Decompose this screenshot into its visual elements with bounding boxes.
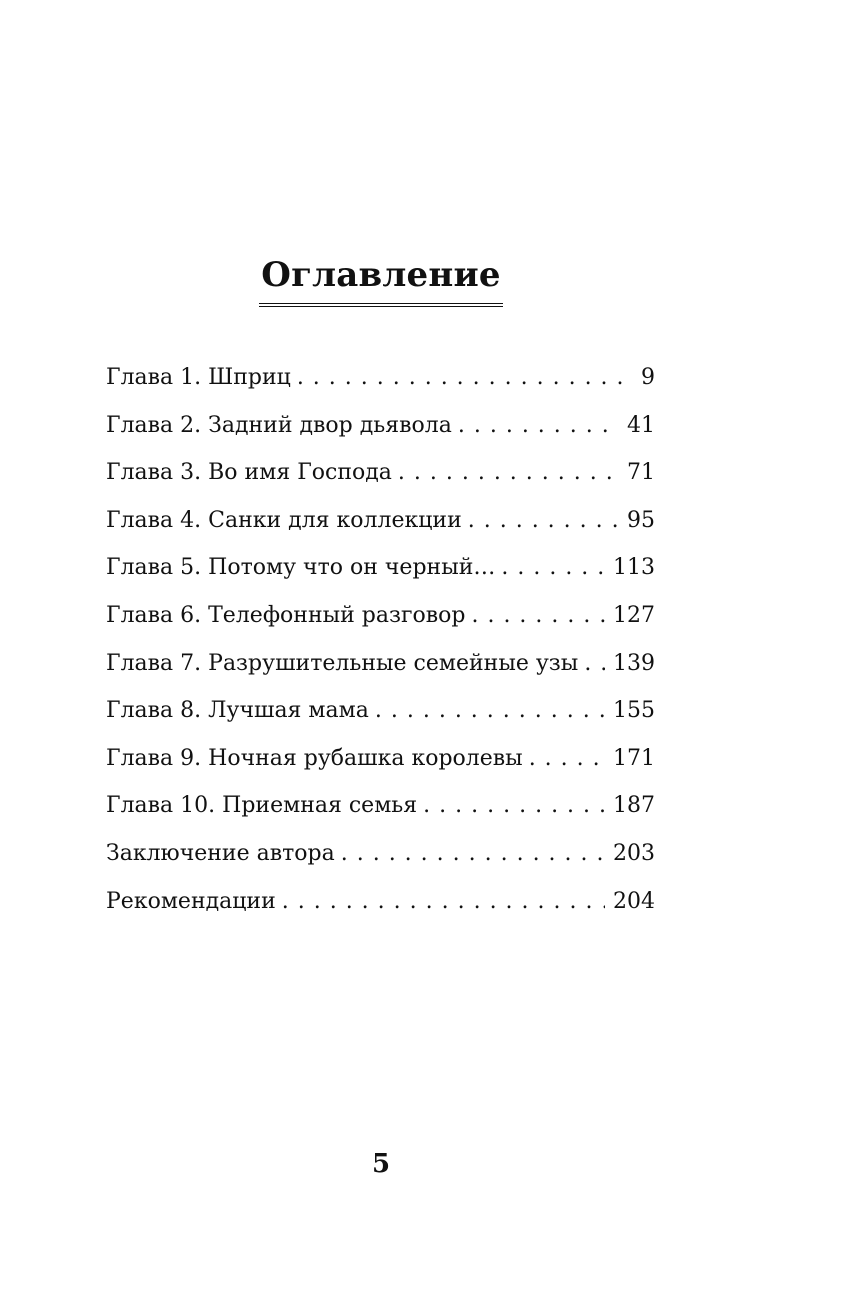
- toc-entry[interactable]: [106, 453, 655, 501]
- toc-entry[interactable]: [106, 786, 655, 834]
- toc-entry-label: Глава 3. Во имя Господа: [106, 460, 392, 486]
- toc-entry-label: Глава 10. Приемная семья: [106, 793, 418, 819]
- toc-entry-page: 113: [613, 555, 655, 581]
- toc-entry-page: 204: [613, 888, 655, 914]
- toc-entry-label: Глава 1. Шприц: [106, 365, 291, 390]
- toc-entry-page: 95: [627, 507, 655, 533]
- page-title: Оглавление: [259, 252, 502, 307]
- toc-entry[interactable]: [106, 548, 655, 596]
- toc-entry-page: 9: [641, 365, 655, 390]
- toc-entry-label: Рекомендации: [106, 888, 276, 914]
- dot-leader: [501, 548, 605, 588]
- toc-entry-label: Глава 5. Потому что он черный…: [106, 555, 496, 581]
- dot-leader: [584, 644, 605, 684]
- toc-entry[interactable]: [106, 358, 655, 406]
- dot-leader: [529, 739, 605, 779]
- toc-entry[interactable]: [106, 882, 655, 930]
- title-block: [0, 252, 762, 307]
- dot-leader: [297, 358, 633, 398]
- toc-entry[interactable]: [106, 644, 655, 692]
- dot-leader: [468, 501, 619, 541]
- dot-leader: [341, 834, 605, 874]
- toc-entry[interactable]: [106, 596, 655, 644]
- dot-leader: [458, 406, 619, 446]
- toc-entry-page: 127: [613, 602, 655, 628]
- toc-entry-label: Глава 9. Ночная рубашка королевы: [106, 745, 523, 771]
- toc-entry-label: Глава 6. Телефонный разговор: [106, 602, 466, 628]
- toc-entry-page: 187: [613, 793, 655, 819]
- toc-entry-page: 171: [613, 745, 655, 771]
- toc-entry-label: Глава 2. Задний двор дьявола: [106, 412, 452, 438]
- toc-entry-label: Заключение автора: [106, 840, 335, 866]
- dot-leader: [375, 691, 605, 731]
- toc-entry-page: 41: [627, 412, 655, 438]
- toc-entry-page: 155: [613, 698, 655, 724]
- toc-entry[interactable]: [106, 834, 655, 882]
- page-number: 5: [371, 1149, 391, 1179]
- toc-entry-label: Глава 7. Разрушительные семейные узы: [106, 650, 579, 676]
- toc-entry-label: Глава 4. Санки для коллекции: [106, 507, 462, 533]
- dot-leader: [423, 786, 605, 826]
- toc-entry-page: 71: [627, 460, 655, 486]
- toc-entry-label: Глава 8. Лучшая мама: [106, 698, 369, 724]
- toc-entry[interactable]: [106, 501, 655, 549]
- toc-entry[interactable]: [106, 691, 655, 739]
- toc-entry[interactable]: [106, 739, 655, 787]
- dot-leader: [471, 596, 605, 636]
- toc-entry-page: 203: [613, 840, 655, 866]
- dot-leader: [398, 453, 619, 493]
- toc-entry-page: 139: [613, 650, 655, 676]
- table-of-contents: [106, 358, 655, 929]
- dot-leader: [282, 882, 605, 922]
- toc-entry[interactable]: [106, 406, 655, 454]
